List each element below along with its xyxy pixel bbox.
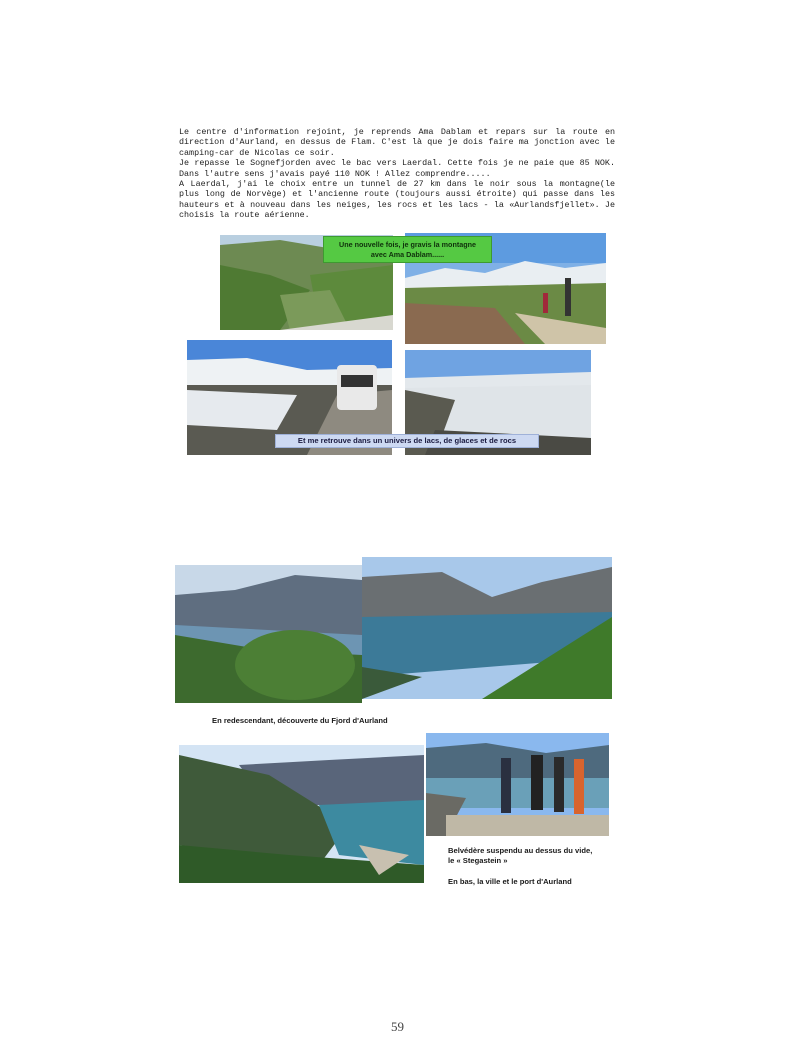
caption-fjord: En redescendant, découverte du Fjord d'Aurland [212, 716, 388, 725]
photo-fjord-panorama-right [362, 557, 612, 699]
intro-paragraph [179, 127, 615, 221]
caption-belvedere-line-1: Belvédère suspendu au dessus du vide, [448, 846, 593, 855]
caption-green-box [323, 236, 492, 263]
caption-belvedere [448, 846, 592, 866]
photo-stegastein [426, 733, 609, 836]
paragraph-line-1: Le centre d'information rejoint, je reprends Ama Dablam et repars sur la route en direction d'Aurland, en dessus de Flam. C'est là que je dois faire ma jonction avec le camping-car de Nicolas ce soir. [179, 127, 615, 158]
caption-belvedere-line-2: le « Stegastein » [448, 856, 508, 865]
paragraph-line-2: Je repasse le Sognefjorden avec le bac vers Laerdal. Cette fois je ne paie que 85 NOK. Dans l'autre sens j'avais payé 110 NOK ! Allez comprendre..... [179, 158, 615, 179]
paragraph-line-3: A Laerdal, j'ai le choix entre un tunnel de 27 km dans le noir sous la montagne(le plus long de Norvège) et l'ancienne route (toujours aussi étroite) qui passe dans les hauteurs et à nouveau dans les neiges, les rocs et les lacs - la «Aurlandsfjellet». Je choisis la route aérienne. [179, 179, 615, 221]
photo-fjord-panorama-left [175, 565, 362, 703]
caption-bottom: En bas, la ville et le port d'Aurland [448, 877, 572, 886]
caption-green-line-1: Une nouvelle fois, je gravis la montagne [339, 239, 476, 249]
caption-green-line-2: avec Ama Dablam...... [370, 249, 445, 259]
photo-aurland-valley [179, 745, 424, 883]
page-number: 59 [391, 1019, 404, 1034]
caption-blue-box: Et me retrouve dans un univers de lacs, de glaces et de rocs [275, 434, 539, 448]
